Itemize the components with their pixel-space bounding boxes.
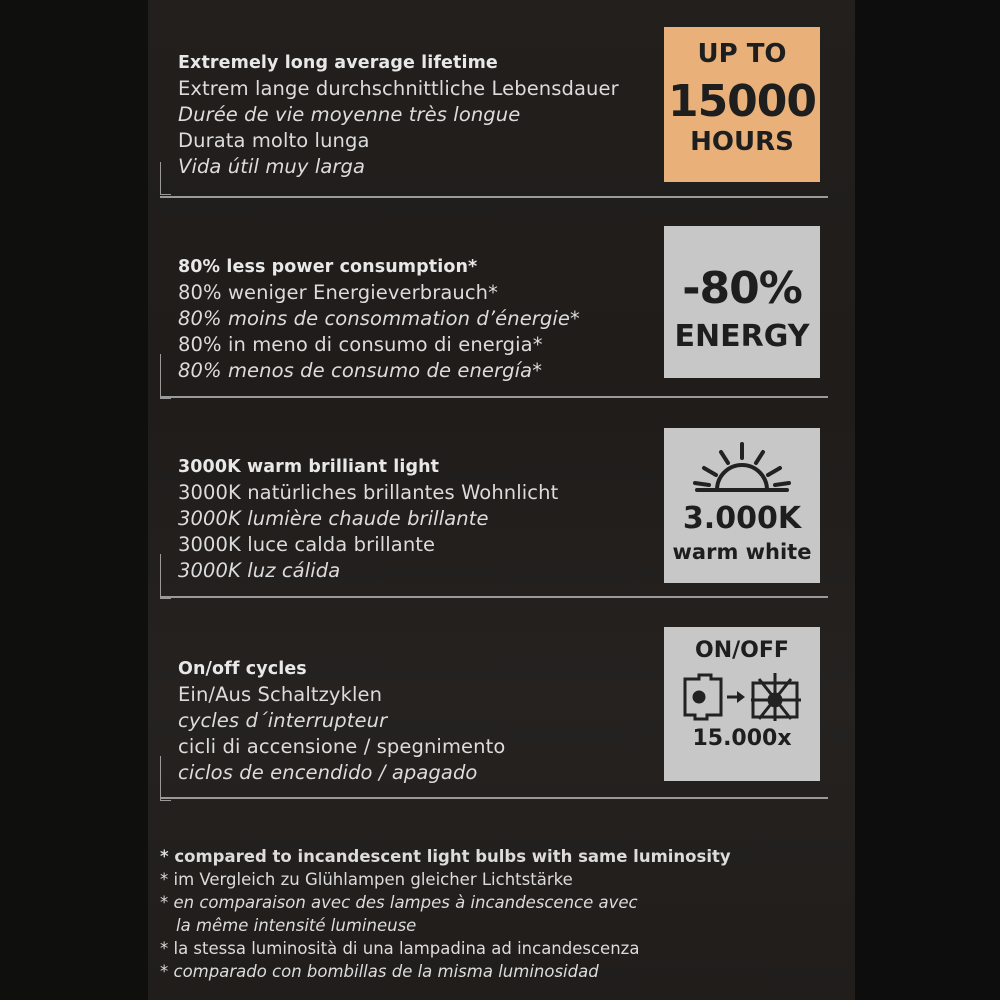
- footnote-fr-continued: la même intensité lumineuse: [176, 916, 417, 935]
- feature-line-fr: cycles d´interrupteur: [178, 709, 388, 732]
- feature-line-en: 3000K warm brilliant light: [178, 457, 440, 477]
- badge-line-top: ON/OFF: [695, 638, 789, 663]
- energy-badge: [664, 226, 820, 378]
- switch-cycles-badge: [664, 627, 820, 781]
- divider: [160, 596, 828, 598]
- divider: [160, 196, 828, 198]
- sunrise-icon: [664, 428, 820, 494]
- badge-line-main: -80%: [682, 263, 802, 314]
- feature-line-it: cicli di accensione / spegnimento: [178, 735, 506, 758]
- background-left: [0, 0, 148, 1000]
- badge-line-bottom: warm white: [672, 540, 812, 564]
- footnote-de: * im Vergleich zu Glühlampen gleicher Lichtstärke: [160, 870, 573, 889]
- footnote-fr: * en comparaison avec des lampes à incandescence avec: [160, 893, 638, 912]
- feature-line-en: 80% less power consumption*: [178, 257, 478, 277]
- feature-text: [178, 656, 505, 786]
- feature-line-de: 80% weniger Energieverbrauch*: [178, 281, 498, 304]
- badge-line-main: 15000: [667, 76, 817, 127]
- color-temperature-badge: [664, 428, 820, 583]
- feature-text: [178, 254, 580, 384]
- feature-line-de: Extrem lange durchschnittliche Lebensdauer: [178, 77, 619, 100]
- bracket-line: [160, 554, 171, 599]
- footnote-es: * comparado con bombillas de la misma luminosidad: [160, 962, 599, 981]
- badge-line-bottom: 15.000x: [692, 726, 792, 751]
- feature-line-it: 80% in meno di consumo di energia*: [178, 333, 543, 356]
- feature-line-fr: 80% moins de consommation d’énergie*: [178, 307, 580, 330]
- switch-cycle-icon: [664, 669, 820, 723]
- feature-line-es: 3000K luz cálida: [178, 559, 341, 582]
- feature-line-de: 3000K natürliches brillantes Wohnlicht: [178, 481, 559, 504]
- bracket-line: [160, 354, 171, 399]
- footnote-en: * compared to incandescent light bulbs with same luminosity: [160, 847, 731, 866]
- footnotes: [160, 845, 731, 983]
- bracket-line: [160, 162, 171, 195]
- feature-line-fr: Durée de vie moyenne très longue: [178, 103, 521, 126]
- badge-line-top: UP TO: [697, 39, 787, 69]
- feature-text: [178, 454, 558, 584]
- divider: [160, 797, 828, 799]
- bracket-line: [160, 756, 171, 801]
- feature-line-fr: 3000K lumière chaude brillante: [178, 507, 489, 530]
- feature-text: [178, 50, 619, 180]
- feature-line-it: Durata molto lunga: [178, 129, 370, 152]
- feature-line-en: Extremely long average lifetime: [178, 53, 498, 73]
- feature-line-en: On/off cycles: [178, 659, 307, 679]
- feature-line-es: ciclos de encendido / apagado: [178, 761, 478, 784]
- feature-line-es: Vida útil muy larga: [178, 155, 366, 178]
- lifetime-badge: [664, 27, 820, 182]
- packaging-panel: [148, 0, 855, 1000]
- badge-line-main: 3.000K: [682, 501, 802, 536]
- feature-line-it: 3000K luce calda brillante: [178, 533, 436, 556]
- background-right: [855, 0, 1000, 1000]
- divider: [160, 396, 828, 398]
- badge-line-bottom: ENERGY: [674, 319, 810, 354]
- footnote-it: * la stessa luminosità di una lampadina ad incandescenza: [160, 939, 640, 958]
- feature-line-es: 80% menos de consumo de energía*: [178, 359, 543, 382]
- badge-line-bottom: HOURS: [690, 127, 794, 157]
- feature-line-de: Ein/Aus Schaltzyklen: [178, 683, 383, 706]
